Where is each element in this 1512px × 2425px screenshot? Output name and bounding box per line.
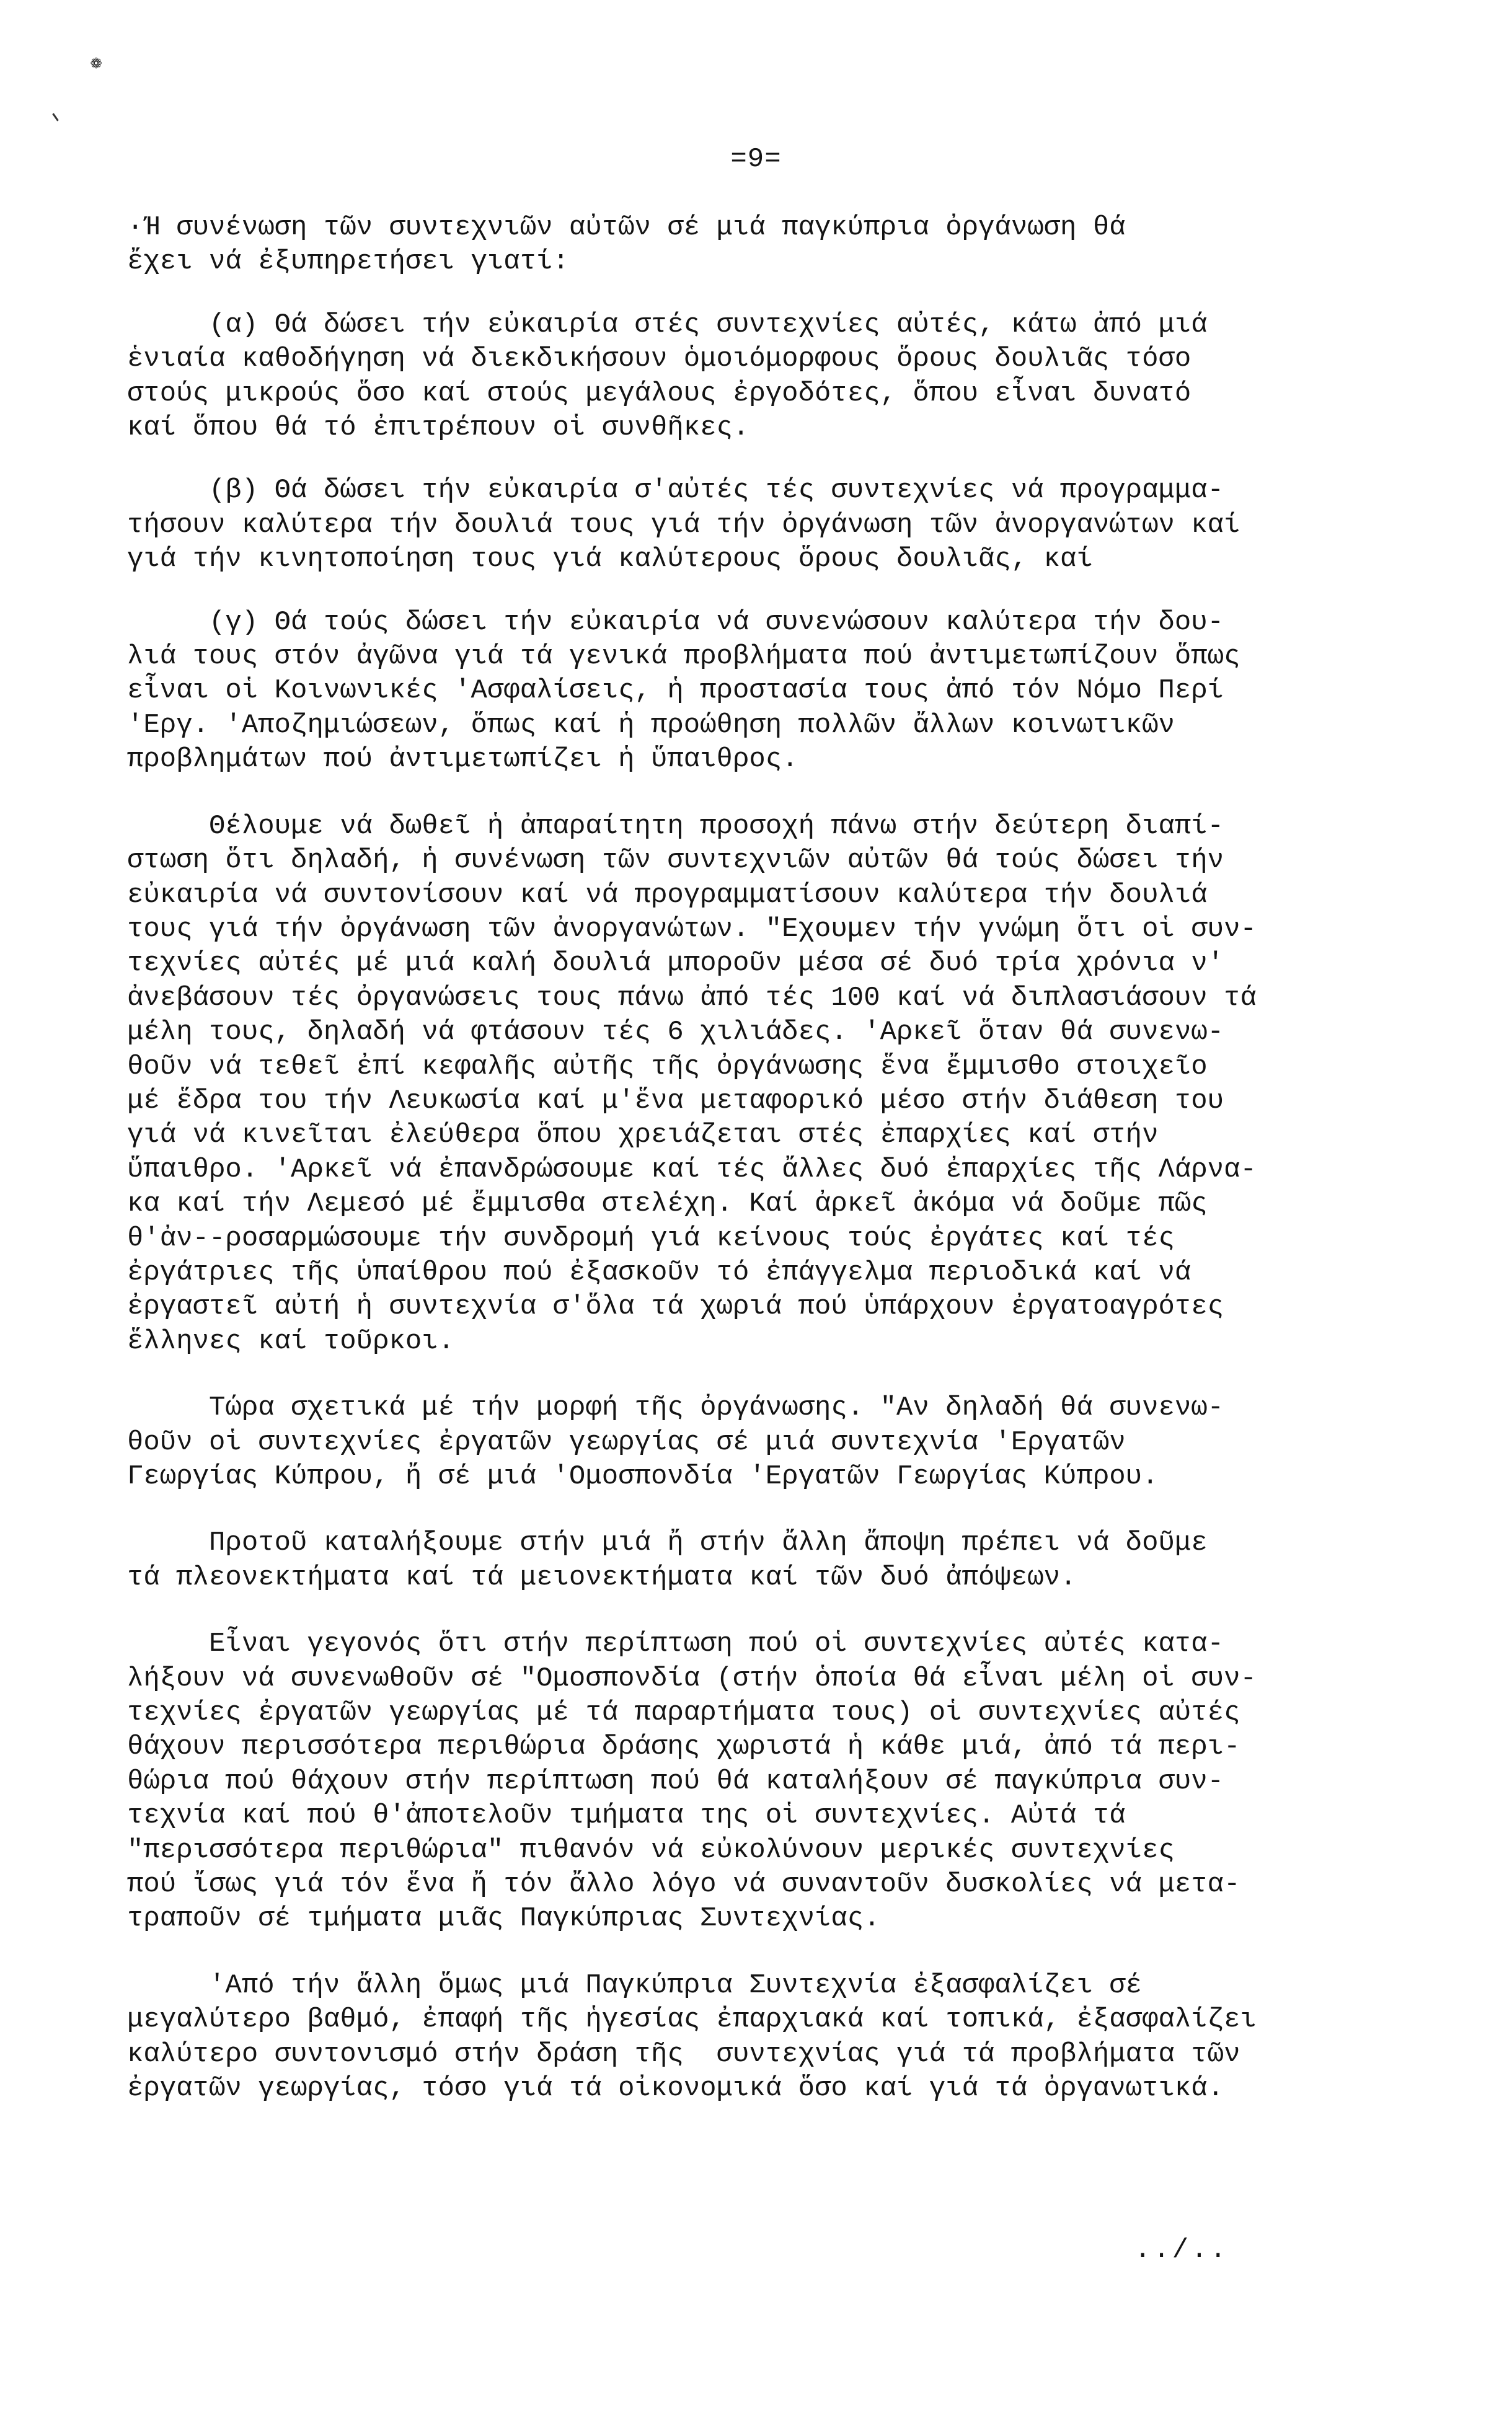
corner-mark: ❁ <box>91 53 102 74</box>
text-line: τεχνίες ἐργατῶν γεωργίας μέ τά παραρτήματα τους) οἱ συντεχνίες αὐτές <box>127 1697 1240 1729</box>
paragraph-gap <box>127 445 1448 474</box>
text-line: κα καί τήν Λεμεσό μέ ἔμμισθα στελέχη. Καί ἀρκεῖ ἀκόμα νά δοῦμε πῶς <box>127 1188 1208 1220</box>
paragraph-gap <box>127 577 1448 606</box>
text-line: ἑνιαία καθοδήγηση νά διεκδικήσουν ὁμοιόμορφους ὅρους δουλιᾶς τόσο <box>127 343 1191 375</box>
text-line: τραποῦν σέ τμήματα μιᾶς Παγκύπριας Συντεχνίας. <box>127 1903 880 1935</box>
text-line: (α) Θά δώσει τήν εὐκαιρία στές συντεχνίες αὐτές, κάτω ἀπό μιά <box>127 309 1208 340</box>
text-line: καί ὅπου θά τό ἐπιτρέπουν οἱ συνθῆκες. <box>127 412 749 444</box>
text-line: "περισσότερα περιθώρια" πιθανόν νά εὐκολύνουν μερικές συντεχνίες <box>127 1834 1175 1866</box>
paragraph-gap <box>127 280 1448 308</box>
text-line: 'Εργ. 'Αποζημιώσεων, ὅπως καί ἡ προώθηση πολλῶν ἄλλων κοινωτικῶν <box>127 709 1175 741</box>
text-line: τήσουν καλύτερα τήν δουλιά τους γιά τήν ὀργάνωση τῶν ἀνοργανώτων καί <box>127 509 1240 541</box>
paragraph <box>127 1526 1448 1595</box>
text-line: προβλημάτων πού ἀντιμετωπίζει ἡ ὕπαιθρος. <box>127 744 798 775</box>
paragraph <box>127 810 1448 1359</box>
text-line: τεχνίες αὐτές μέ μιά καλή δουλιά μποροῦν μέσα σέ δυό τρία χρόνια ν' <box>127 948 1224 979</box>
text-line: θώρια πού θάχουν στήν περίπτωση πού θά καταλήξουν σέ παγκύπρια συν- <box>127 1765 1224 1797</box>
text-line: ἐργατῶν γεωργίας, τόσο γιά τά οἰκονομικά ὅσο καί γιά τά ὀργανωτικά. <box>127 2073 1224 2105</box>
text-line: (γ) Θά τούς δώσει τήν εὐκαιρία νά συνενώσουν καλύτερα τήν δου- <box>127 606 1224 638</box>
text-line: εὐκαιρία νά συντονίσουν καί νά προγραμματίσουν καλύτερα τήν δουλιά <box>127 879 1208 911</box>
text-line: ἕλληνες καί τοῦρκοι. <box>127 1325 455 1357</box>
text-line: Τώρα σχετικά μέ τήν μορφή τῆς ὀργάνωσης. "Αν δηλαδή θά συνενω- <box>127 1392 1224 1424</box>
text-line: εἶναι οἱ Κοινωνικές 'Ασφαλίσεις, ἡ προστασία τους ἀπό τόν Νόμο Περί <box>127 675 1224 707</box>
text-line: Γεωργίας Κύπρου, ἤ σέ μιά 'Ομοσπονδία 'Εργατῶν Γεωργίας Κύπρου. <box>127 1461 1159 1492</box>
text-line: στωση ὅτι δηλαδή, ἡ συνένωση τῶν συντεχνιῶν αὐτῶν θά τούς δώσει τήν <box>127 845 1224 877</box>
paragraph-gap <box>127 1937 1448 1969</box>
text-line: ἔχει νά ἐξυπηρετήσει γιατί: <box>127 246 569 278</box>
paragraph-gap <box>127 777 1448 810</box>
text-line: στούς μικρούς ὅσο καί στούς μεγάλους ἐργοδότες, ὅπου εἶναι δυνατό <box>127 378 1191 409</box>
paragraph-gap <box>127 1595 1448 1627</box>
text-line: τεχνία καί πού θ'ἀποτελοῦν τμήματα της οἱ συντεχνίες. Αὐτά τά <box>127 1800 1126 1832</box>
text-line: τους γιά τήν ὀργάνωση τῶν ἀνοργανώτων. "Εχουμεν τήν γνώμη ὅτι οἱ συν- <box>127 913 1257 945</box>
paragraph <box>127 1969 1448 2106</box>
text-line: γιά νά κινεῖται ἐλεύθερα ὅπου χρειάζεται στές ἐπαρχίες καί στήν <box>127 1120 1159 1151</box>
paragraph-gap <box>127 1359 1448 1391</box>
paragraph <box>127 474 1448 576</box>
text-line: θ'ἀν--ροσαρμώσουμε τήν συνδρομή γιά κείνους τούς ἐργάτες καί τές <box>127 1222 1175 1254</box>
text-line: (β) Θά δώσει τήν εὐκαιρία σ'αὐτές τές συντεχνίες νά προγραμμα- <box>127 475 1224 506</box>
text-line: μεγαλύτερο βαθμό, ἐπαφή τῆς ἡγεσίας ἐπαρχιακά καί τοπικά, ἐξασφαλίζει <box>127 2004 1257 2036</box>
paragraph <box>127 1391 1448 1494</box>
text-line: Προτοῦ καταλήξουμε στήν μιά ἤ στήν ἄλλη ἄποψη πρέπει νά δοῦμε <box>127 1527 1208 1559</box>
text-line: μέλη τους, δηλαδή νά φτάσουν τές 6 χιλιάδες. 'Αρκεῖ ὅταν θά συνενω- <box>127 1017 1224 1048</box>
margin-tick <box>52 113 58 121</box>
text-line: ·Ή συνένωση τῶν συντεχνιῶν αὐτῶν σέ μιά παγκύπρια ὀργάνωση θά <box>127 212 1126 243</box>
text-line: καλύτερο συντονισμό στήν δράση τῆς συντεχνίας γιά τά προβλήματα τῶν <box>127 2038 1240 2070</box>
text-line: τά πλεονεκτήματα καί τά μειονεκτήματα καί τῶν δυό ἀπόψεων. <box>127 1561 1077 1593</box>
text-line: λιά τους στόν ἀγῶνα γιά τά γενικά προβλήματα πού ἀντιμετωπίζουν ὅπως <box>127 641 1240 673</box>
text-line: λήξουν νά συνενωθοῦν σέ "Ομοσπονδία (στήν ὁποία θά εἶναι μέλη οἱ συν- <box>127 1663 1257 1694</box>
text-line: ἀνεβάσουν τές ὀργανώσεις τους πάνω ἀπό τές 100 καί νά διπλασιάσουν τά <box>127 982 1257 1014</box>
continuation-mark: ../.. <box>1134 2235 1229 2266</box>
page-number: =9= <box>730 144 782 175</box>
text-line: ὕπαιθρο. 'Αρκεῖ νά ἐπανδρώσουμε καί τές ἄλλες δυό ἐπαρχίες τῆς Λάρνα- <box>127 1154 1257 1185</box>
text-line: ἐργάτριες τῆς ὑπαίθρου πού ἐξασκοῦν τό ἐπάγγελμα περιοδικά καί νά <box>127 1257 1191 1288</box>
text-line: ἐργαστεῖ αὐτή ἡ συντεχνία σ'ὅλα τά χωριά πού ὑπάρχουν ἐργατοαγρότες <box>127 1291 1224 1323</box>
paragraph <box>127 1627 1448 1937</box>
text-line: Εἶναι γεγονός ὅτι στήν περίπτωση πού οἱ συντεχνίες αὐτές κατα- <box>127 1628 1224 1660</box>
paragraph-gap <box>127 1494 1448 1526</box>
document-body <box>127 211 1448 2106</box>
text-line: μέ ἕδρα του τήν Λευκωσία καί μ'ἕνα μεταφορικό μέσο στήν διάθεση του <box>127 1085 1224 1116</box>
text-line: Θέλουμε νά δωθεῖ ἡ ἀπαραίτητη προσοχή πάνω στήν δεύτερη διαπί- <box>127 810 1224 842</box>
paragraph <box>127 308 1448 446</box>
text-line: θάχουν περισσότερα περιθώρια δράσης χωριστά ἡ κάθε μιά, ἀπό τά περι- <box>127 1731 1240 1763</box>
text-line: θοῦν νά τεθεῖ ἐπί κεφαλῆς αὐτῆς τῆς ὀργάνωσης ἕνα ἔμμισθο στοιχεῖο <box>127 1051 1208 1082</box>
text-line: θοῦν οἱ συντεχνίες ἐργατῶν γεωργίας σέ μιά συντεχνία 'Εργατῶν <box>127 1426 1126 1458</box>
paragraph <box>127 606 1448 777</box>
text-line: 'Από τήν ἄλλη ὅμως μιά Παγκύπρια Συντεχνία ἐξασφαλίζει σέ <box>127 1969 1143 2001</box>
text-line: πού ἴσως γιά τόν ἕνα ἤ τόν ἄλλο λόγο νά συναντοῦν δυσκολίες νά μετα- <box>127 1869 1240 1901</box>
paragraph <box>127 211 1448 280</box>
text-line: γιά τήν κινητοποίηση τους γιά καλύτερους ὅρους δουλιᾶς, καί <box>127 544 1093 575</box>
